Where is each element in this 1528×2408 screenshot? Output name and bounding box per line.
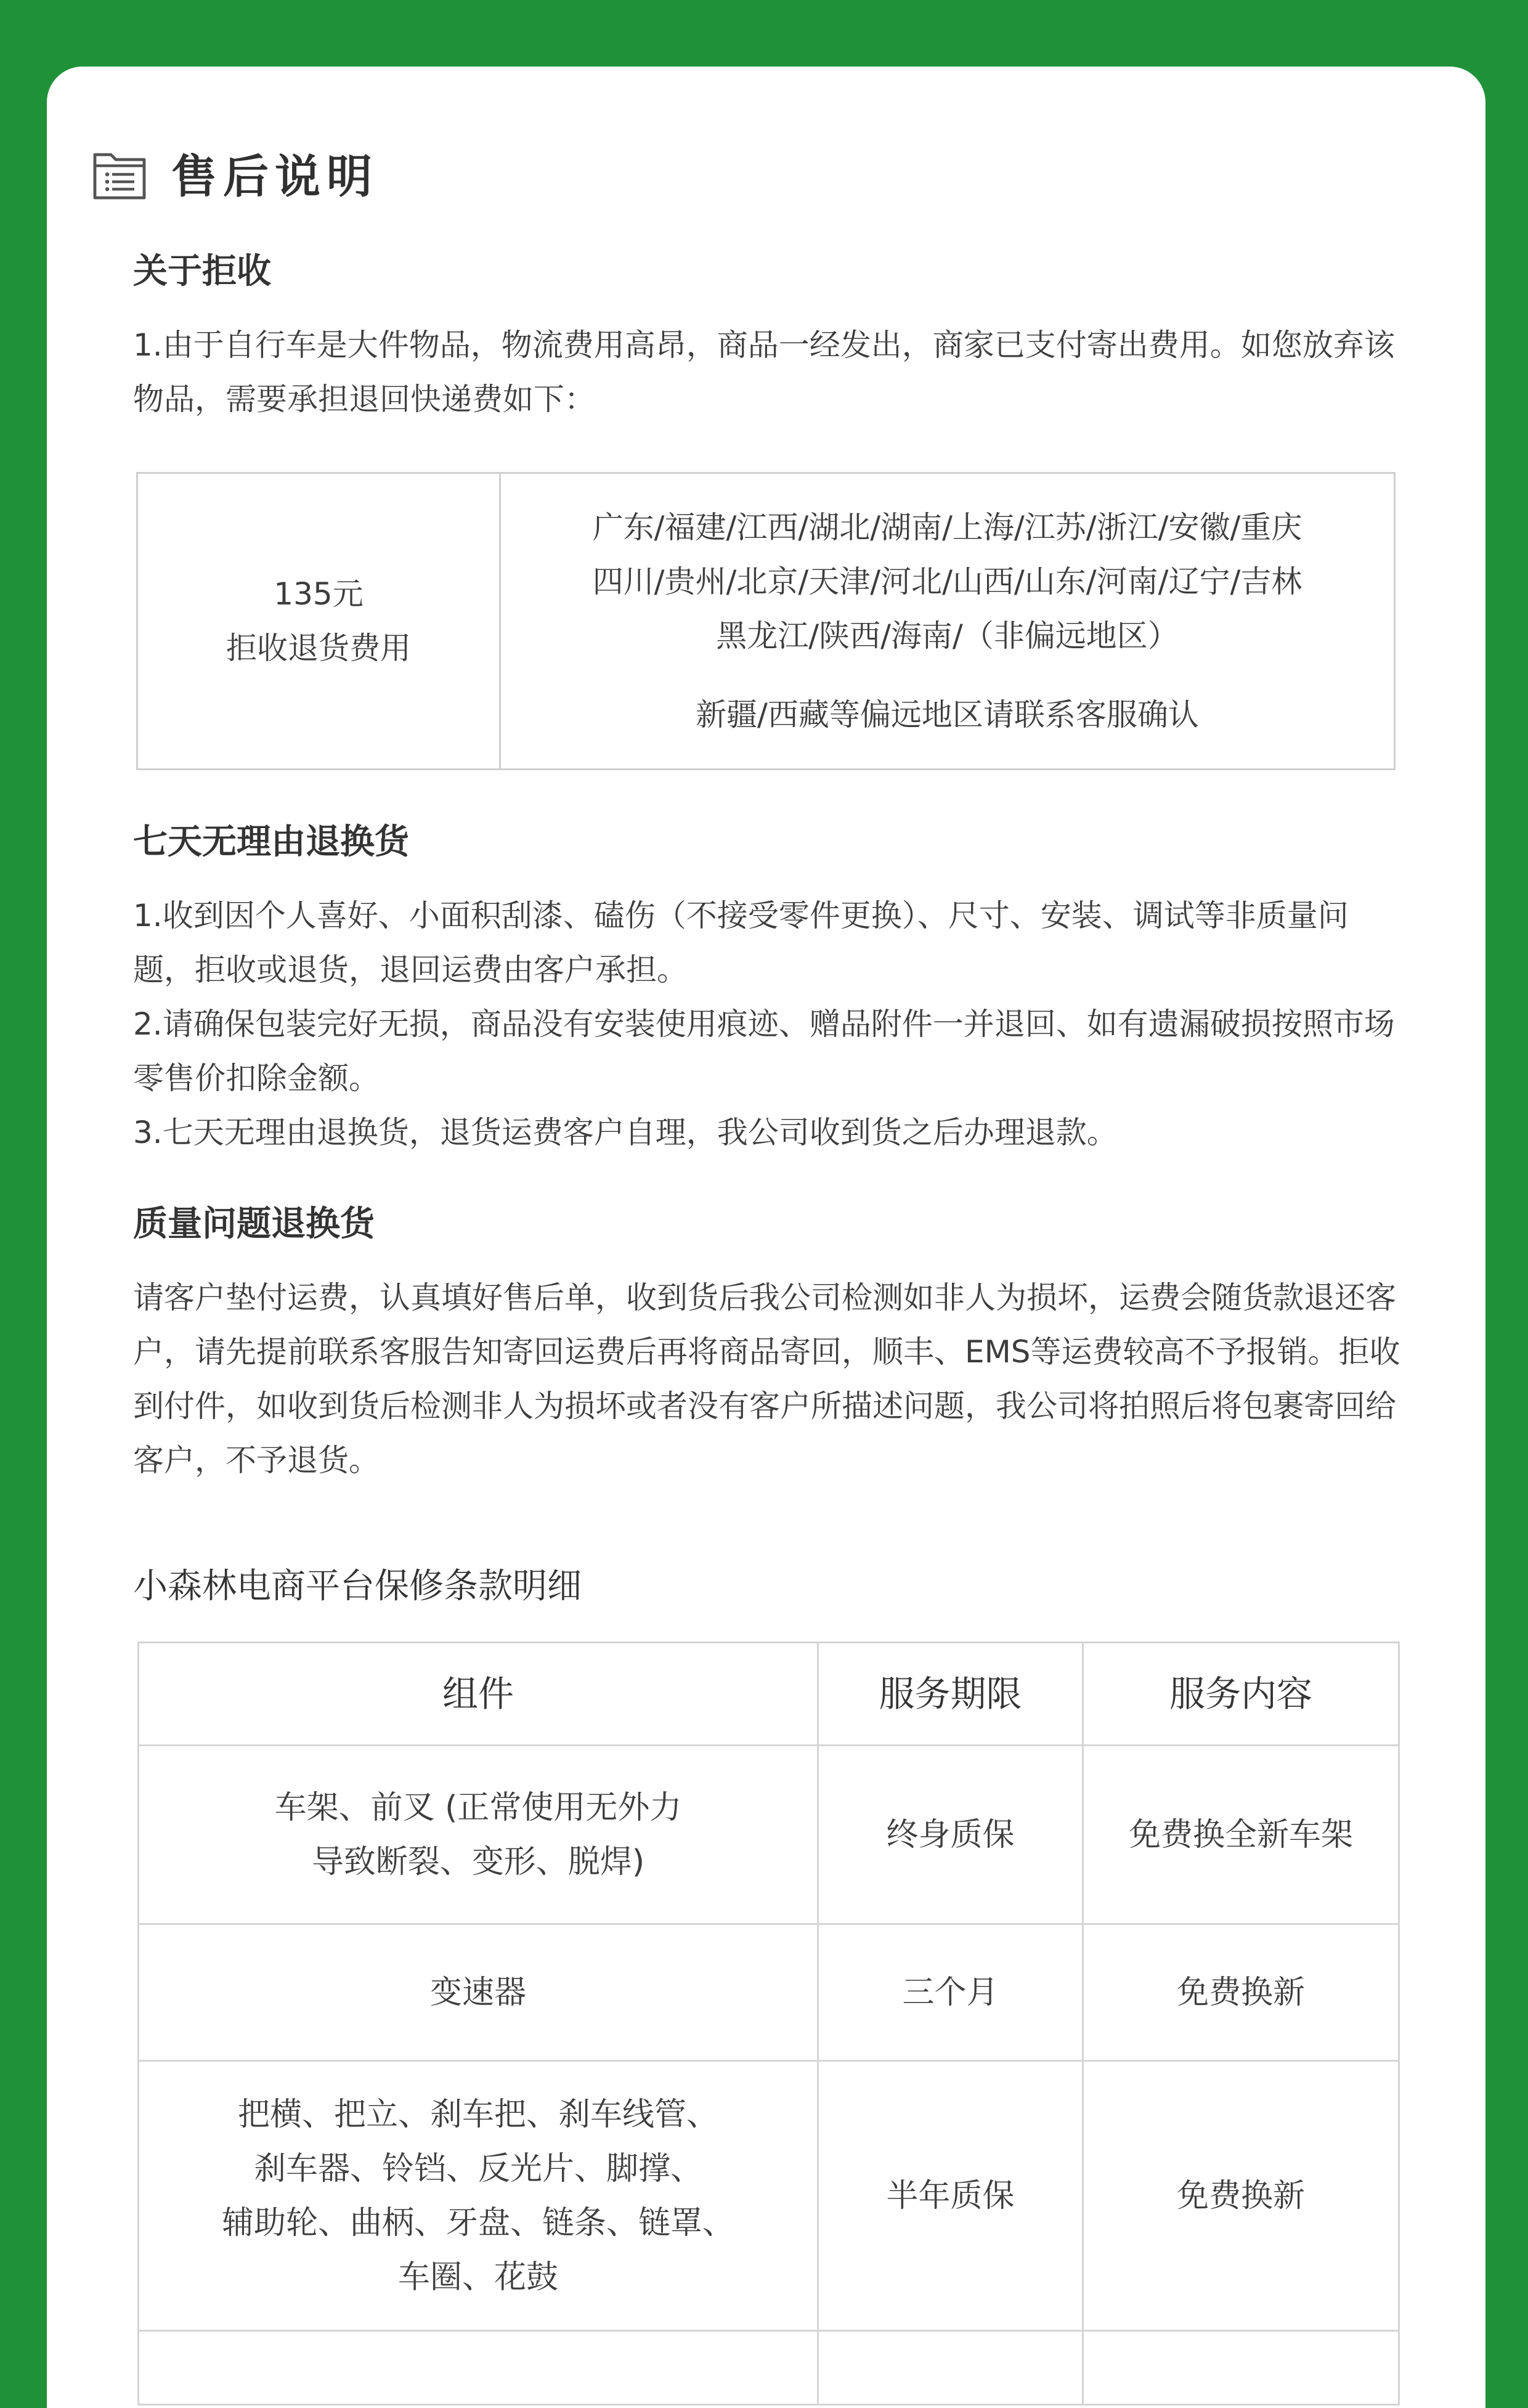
page-title: 售后说明 (171, 150, 378, 203)
quality-paragraph: 请客户垫付运费，认真填好售后单，收到货后我公司检测如非人为损坏，运费会随货款退还客户，请先提前联系客服告知寄回运费后再将商品寄回，顺丰、EMS等运费较高不予报销。拒收到付件，如收到货后检测非人为损坏或者没有客户所描述问题，我公司将拍照后将包裹寄回给客户，不予退货。 (133, 1280, 1400, 1478)
fee-price: 135元 (274, 576, 364, 612)
fee-price-cell (138, 474, 501, 768)
fee-regions-cell (501, 474, 1394, 768)
component-cell (139, 2331, 818, 2405)
header-service: 服务内容 (1083, 1643, 1399, 1746)
seven-day-list (133, 889, 1402, 1160)
fee-remote-note: 新疆/西藏等偏远地区请联系客服确认 (696, 697, 1199, 733)
service-cell (1083, 2331, 1399, 2405)
refusal-fee-table (136, 472, 1396, 770)
warranty-section-title: 小森林电商平台保修条款明细 (133, 1566, 582, 1606)
quality-section-title: 质量问题退换货 (133, 1204, 375, 1244)
table-row (139, 2331, 1399, 2405)
table-row (139, 1924, 1399, 2061)
refusal-section-title: 关于拒收 (133, 251, 271, 291)
seven-day-item: 3.七天无理由退换货，退货运费客户自理，我公司收到货之后办理退款。 (133, 1115, 1118, 1150)
warranty-header-row (139, 1643, 1399, 1746)
service-cell: 免费换全新车架 (1083, 1746, 1399, 1924)
fee-regions-line: 广东/福建/江西/湖北/湖南/上海/江苏/浙江/安徽/重庆 (592, 510, 1302, 545)
component-cell: 车架、前叉 (正常使用无外力 导致断裂、变形、脱焊) (139, 1746, 818, 1924)
fee-regions-line: 黑龙江/陕西/海南/（非偏远地区） (716, 618, 1179, 654)
table-row (139, 1746, 1399, 1924)
period-cell: 三个月 (818, 1924, 1083, 2061)
service-cell: 免费换新 (1083, 2061, 1399, 2331)
fee-price-label: 拒收退货费用 (226, 630, 411, 666)
header-component: 组件 (139, 1643, 818, 1746)
period-cell (818, 2331, 1083, 2405)
service-cell: 免费换新 (1083, 1924, 1399, 2061)
page-header (91, 140, 378, 206)
seven-day-item: 2.请确保包装完好无损，商品没有安装使用痕迹、赠品附件一并退回、如有遗漏破损按照市场零售价扣除金额。 (133, 1006, 1395, 1096)
fee-regions-line: 四川/贵州/北京/天津/河北/山西/山东/河南/辽宁/吉林 (592, 564, 1302, 600)
list-document-icon (91, 145, 148, 201)
period-cell: 终身质保 (818, 1746, 1083, 1924)
table-row (139, 2061, 1399, 2331)
header-period: 服务期限 (818, 1643, 1083, 1746)
component-cell: 把横、把立、刹车把、刹车线管、 刹车器、铃铛、反光片、脚撑、 辅助轮、曲柄、牙盘、链条、链罩、 车圈、花鼓 (139, 2061, 818, 2331)
component-cell: 变速器 (139, 1924, 818, 2061)
warranty-table (137, 1641, 1400, 2406)
period-cell: 半年质保 (818, 2061, 1083, 2331)
seven-day-item: 1.收到因个人喜好、小面积刮漆、磕伤（不接受零件更换）、尺寸、安装、调试等非质量问题，拒收或退货，退回运费由客户承担。 (133, 898, 1349, 988)
refusal-paragraph: 1.由于自行车是大件物品，物流费用高昂，商品一经发出，商家已支付寄出费用。如您放弃该物品，需要承担退回快递费如下： (133, 327, 1395, 417)
seven-day-section-title: 七天无理由退换货 (133, 822, 409, 862)
